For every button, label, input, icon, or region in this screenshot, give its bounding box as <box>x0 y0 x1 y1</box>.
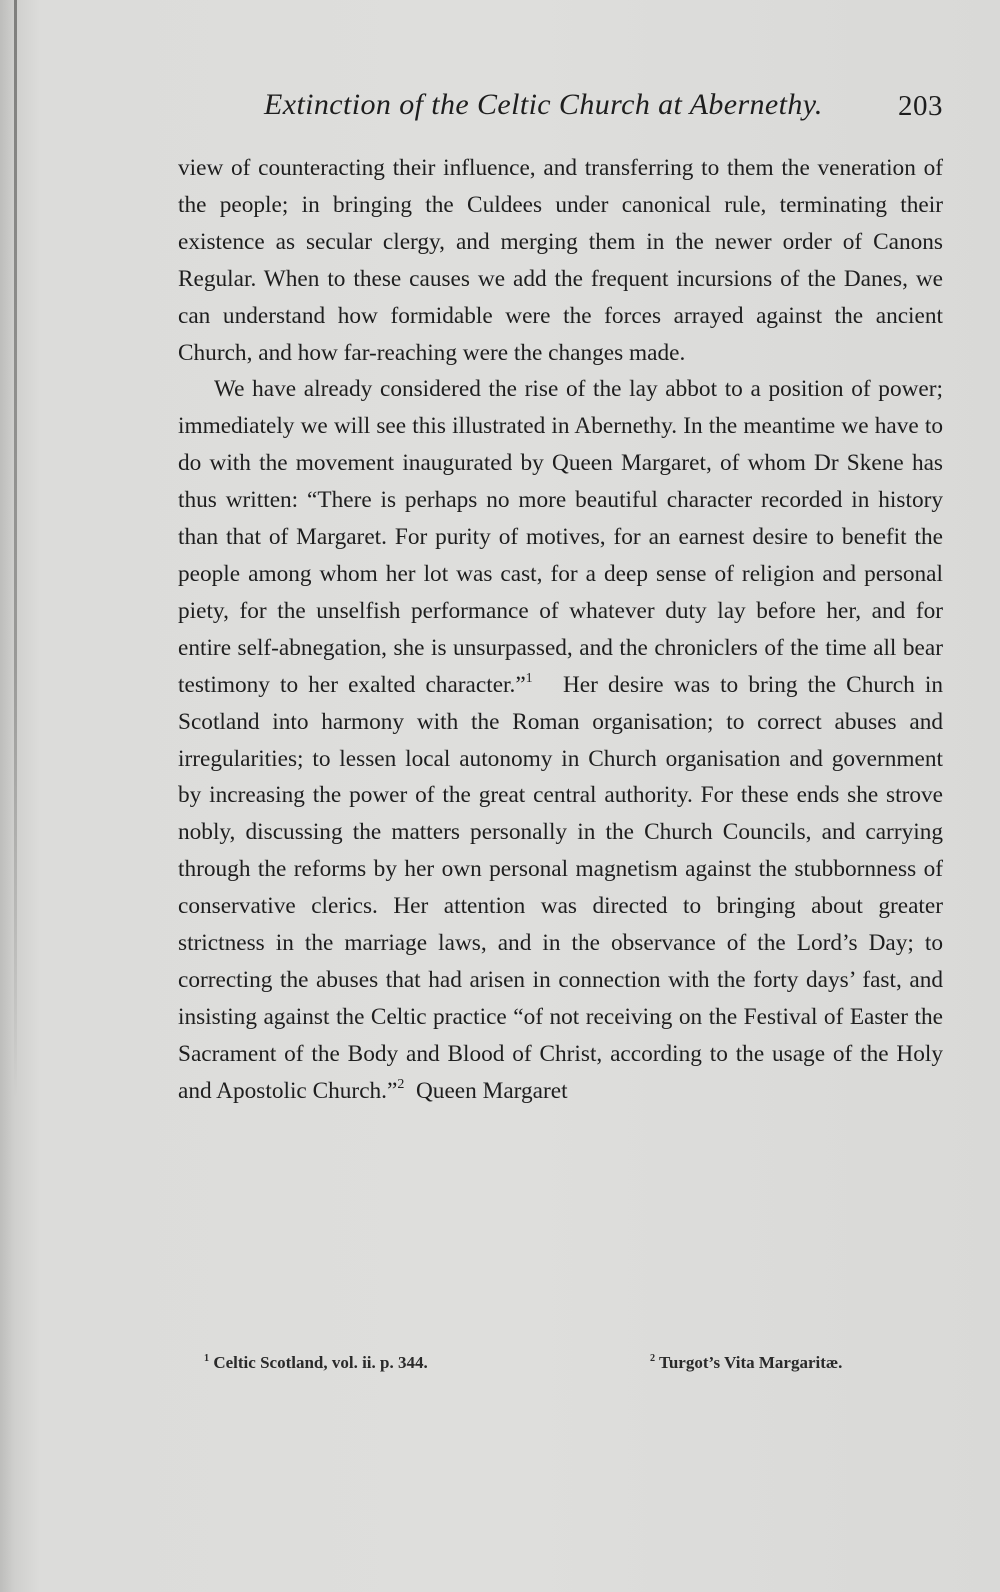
running-title: Extinction of the Celtic Church at Abernethy. <box>264 88 823 121</box>
footnote-1 <box>204 1353 428 1373</box>
footnotes <box>178 1353 943 1381</box>
footnote-1-text: Celtic Scotland, vol. ii. p. 344. <box>213 1353 428 1372</box>
running-head <box>178 88 943 132</box>
footnote-ref-2: 2 <box>397 1076 405 1092</box>
page-number: 203 <box>898 90 943 122</box>
paragraph-queen-margaret: We have already considered the rise of the lay abbot to a position of power; immediately we will see this illustrated in Abernethy. In the meantime we have to do with the movement inaugurated by Queen Margaret, of whom Dr Skene has thus written: “There is perhaps no more beautiful character recorded in history than that of Margaret. For purity of motives, for an earnest desire to benefit the people among whom her lot was cast, for a deep sense of religion and personal piety, for the unselfish performance of whatever duty lay before her, and for entire self-abnegation, she is unsurpassed, and the chroniclers of the time all bear testimony to her exalted character.”$^1$ Her desire was to bring the Church in Scotland into harmony with the Roman organisation; to correct abuses and irregularities; to lessen local autonomy in Church organisation and government by increasing the power of the great central authority. For these ends she strove nobly, discussing the matters personally in the Church Councils, and carrying through the reforms by her own personal magnetism against the stubbornness of conservative clerics. Her attention was directed to bringing about greater strictness in the marriage laws, and in the observance of the Lord’s Day; to correcting the abuses that had arisen in connection with the forty days’ fast, and insisting against the Celtic practice “of not receiving on the Festival of Easter the Sacrament of the Body and Blood of Christ, according to the usage of the Holy and Apostolic Church.”$^2$ Queen Margaret <box>178 376 943 1104</box>
binding-gutter <box>14 0 17 1100</box>
footnote-ref-1: 1 <box>525 670 533 686</box>
footnote-2 <box>650 1353 842 1373</box>
paragraph-continued: view of counteracting their influence, and transferring to them the veneration of the people; in bringing the Culdees under canonical rule, terminating their existence as secular clergy, and merging them in the newer order of Canons Regular. When to these causes we add the frequent incursions of the Danes, we can understand how formidable were the forces arrayed against the ancient Church, and how far-reaching were the changes made. <box>178 155 943 366</box>
footnote-2-text: Turgot’s Vita Margaritæ. <box>659 1353 843 1372</box>
footnote-1-mark: 1 <box>204 1352 210 1364</box>
footnote-2-mark: 2 <box>650 1352 656 1364</box>
body-text <box>178 150 943 1110</box>
